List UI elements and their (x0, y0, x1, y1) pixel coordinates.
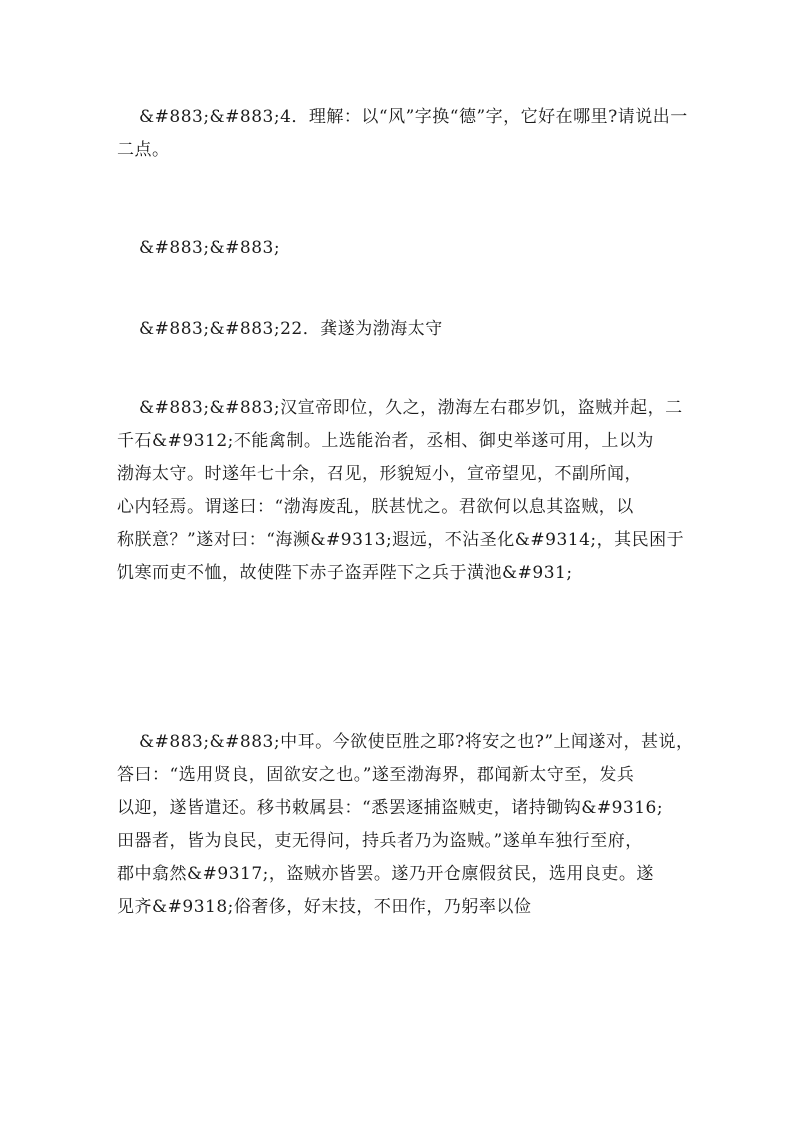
body-paragraph (117, 726, 694, 924)
empty-paragraph (117, 232, 677, 265)
section-heading (117, 313, 677, 346)
text-line: 答曰：“选用贤良，固欲安之也。”遂至渤海界，郡闻新太守至，发兵 (117, 765, 635, 785)
text-line: 饥寒而吏不恤，故使陛下赤子盗弄陛下之兵于潢池&#931; (117, 563, 573, 583)
text-line: &#883;&#883;中耳。今欲使臣胜之耶?将安之也?”上闻遂对，甚说， (139, 732, 694, 752)
text-line: 千石&#9312;不能禽制。上选能治者，丞相、御史举遂可用，上以为 (117, 431, 654, 451)
text-line: 称朕意？”遂对曰：“海濒&#9313;遐远，不沾圣化&#9314;，其民困于 (117, 530, 685, 550)
text-line: 二点。 (117, 140, 170, 160)
text-line: 田器者，皆为良民，吏无得问，持兵者乃为盗贼。”遂单车独行至府， (117, 831, 643, 851)
text-line: 见齐&#9318;俗奢侈，好末技，不田作，乃躬率以俭 (117, 897, 532, 917)
body-paragraph (117, 392, 685, 590)
text-line: &#883;&#883;22．龚遂为渤海太守 (139, 319, 443, 339)
text-line: &#883;&#883;4．理解：以“风”字换“德”字，它好在哪里?请说出一 (139, 107, 688, 127)
text-line: 以迎，遂皆遣还。移书敕属县：“悉罢逐捕盗贼吏，诸持锄钩&#9316; (117, 798, 664, 818)
text-line: 郡中翕然&#9317;，盗贼亦皆罢。遂乃开仓廪假贫民，选用良吏。遂 (117, 864, 654, 884)
text-line: 心内轻焉。谓遂曰：“渤海废乱，朕甚忧之。君欲何以息其盗贼，以 (117, 497, 634, 517)
text-line: &#883;&#883; (139, 238, 281, 258)
text-line: &#883;&#883;汉宣帝即位，久之，渤海左右郡岁饥，盗贼并起，二 (139, 398, 683, 418)
question-paragraph (117, 101, 688, 167)
text-line: 渤海太守。时遂年七十余，召见，形貌短小，宣帝望见，不副所闻， (117, 464, 642, 484)
